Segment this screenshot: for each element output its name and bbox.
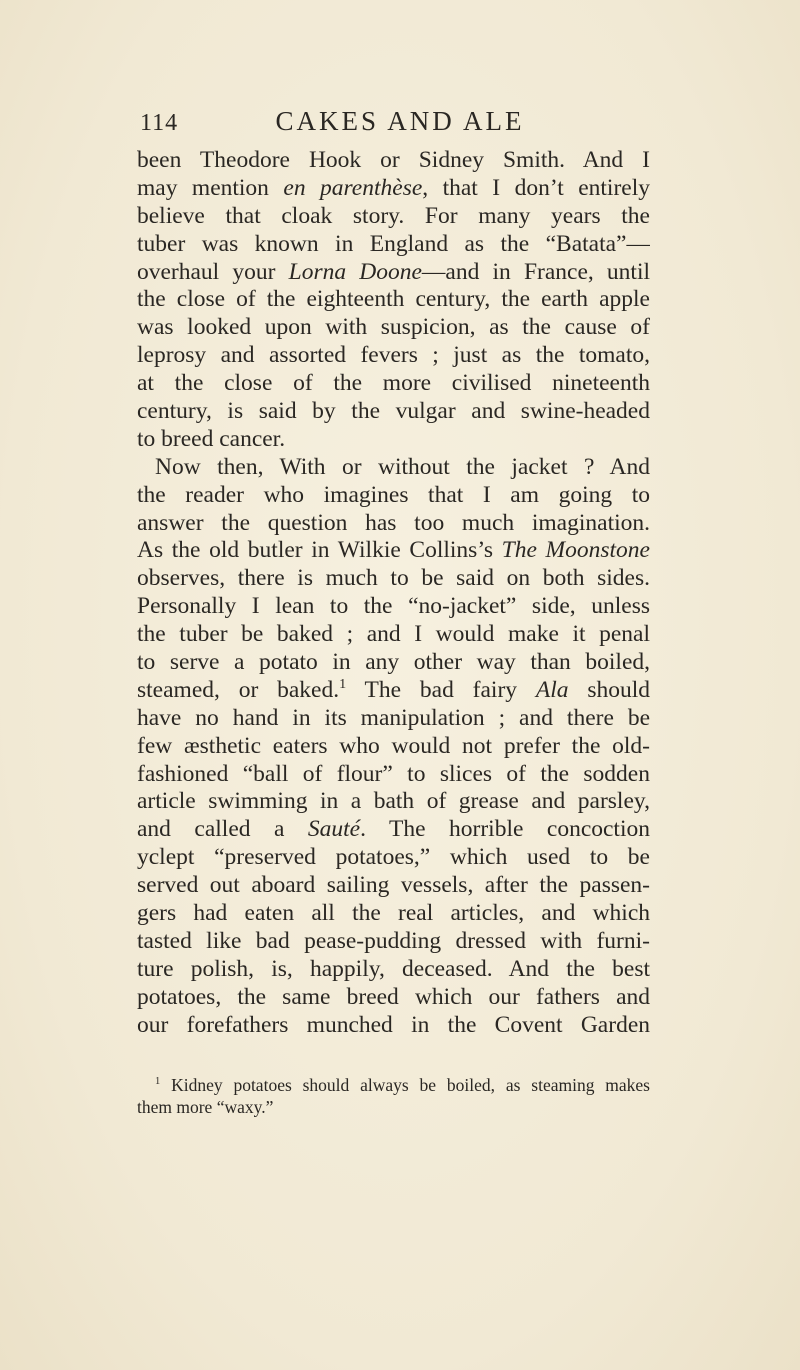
text-line: steamed, or baked.$^1$ The bad fairy Ala should xyxy=(137,676,650,703)
text-line: yclept “preserved potatoes,” which used to be xyxy=(137,844,650,871)
text-line: was looked upon with suspicion, as the cause of xyxy=(137,314,650,341)
text-line: answer the question has too much imagination. xyxy=(137,509,650,536)
text-line: tuber was known in England as the “Batata”— xyxy=(137,230,650,257)
text-line: been Theodore Hook or Sidney Smith. And I xyxy=(137,147,650,173)
text-line: As the old butler in Wilkie Collins’s The Moonstone xyxy=(137,537,650,564)
text-line: Personally I lean to the “no-jacket” side, unless xyxy=(137,593,650,620)
text-line: the close of the eighteenth century, the earth apple xyxy=(137,286,650,313)
text-line: century, is said by the vulgar and swine-headed xyxy=(137,398,650,425)
text-line: our forefathers munched in the Covent Garden xyxy=(137,1011,650,1038)
footnote-ref: 1 xyxy=(339,676,347,693)
text-line: fashioned “ball of flour” to slices of the sodden xyxy=(137,760,650,787)
text-line: article swimming in a bath of grease and parsley, xyxy=(137,788,650,815)
text-line: gers had eaten all the real articles, and which xyxy=(137,900,650,927)
text-line: and called a Sauté. The horrible concoction xyxy=(137,816,650,843)
footnote xyxy=(137,1074,650,1118)
text-line: to serve a potato in any other way than boiled, xyxy=(137,649,650,676)
page-header xyxy=(0,106,800,146)
text-line: few æsthetic eaters who would not prefer the old- xyxy=(137,732,650,759)
text-line: have no hand in its manipulation ; and there be xyxy=(137,704,650,731)
text-line: overhaul your Lorna Doone—and in France, until xyxy=(137,258,650,285)
text-line: the tuber be baked ; and I would make it penal xyxy=(137,621,650,648)
footnote-line xyxy=(137,1074,650,1096)
footnote-line: them more “waxy.” xyxy=(137,1097,274,1117)
text-line: potatoes, the same breed which our fathers and xyxy=(137,983,650,1010)
running-head: CAKES AND ALE xyxy=(275,106,525,136)
text-line: observes, there is much to be said on both sides. xyxy=(137,565,650,592)
text-line: ture polish, is, happily, deceased. And the best xyxy=(137,955,650,982)
text-line: tasted like bad pease-pudding dressed with furni- xyxy=(137,927,650,954)
text-line: may mention en parenthèse, that I don’t entirely xyxy=(137,174,650,201)
text-line: served out aboard sailing vessels, after the passen- xyxy=(137,872,650,899)
footnote-text: Kidney potatoes should always be boiled, as steaming makes xyxy=(171,1075,650,1095)
text-line: to breed cancer. xyxy=(137,425,286,452)
text-line: leprosy and assorted fevers ; just as the tomato, xyxy=(137,342,650,369)
text-line: the reader who imagines that I am going to xyxy=(137,481,650,508)
text-line: at the close of the more civilised nineteenth xyxy=(137,370,650,397)
footnote-marker: 1 xyxy=(155,1076,161,1088)
page-number: 114 xyxy=(140,110,179,136)
text-line: believe that cloak story. For many years the xyxy=(137,202,650,229)
text-line: Now then, With or without the jacket ? And xyxy=(155,453,650,480)
body-text xyxy=(137,147,650,1040)
